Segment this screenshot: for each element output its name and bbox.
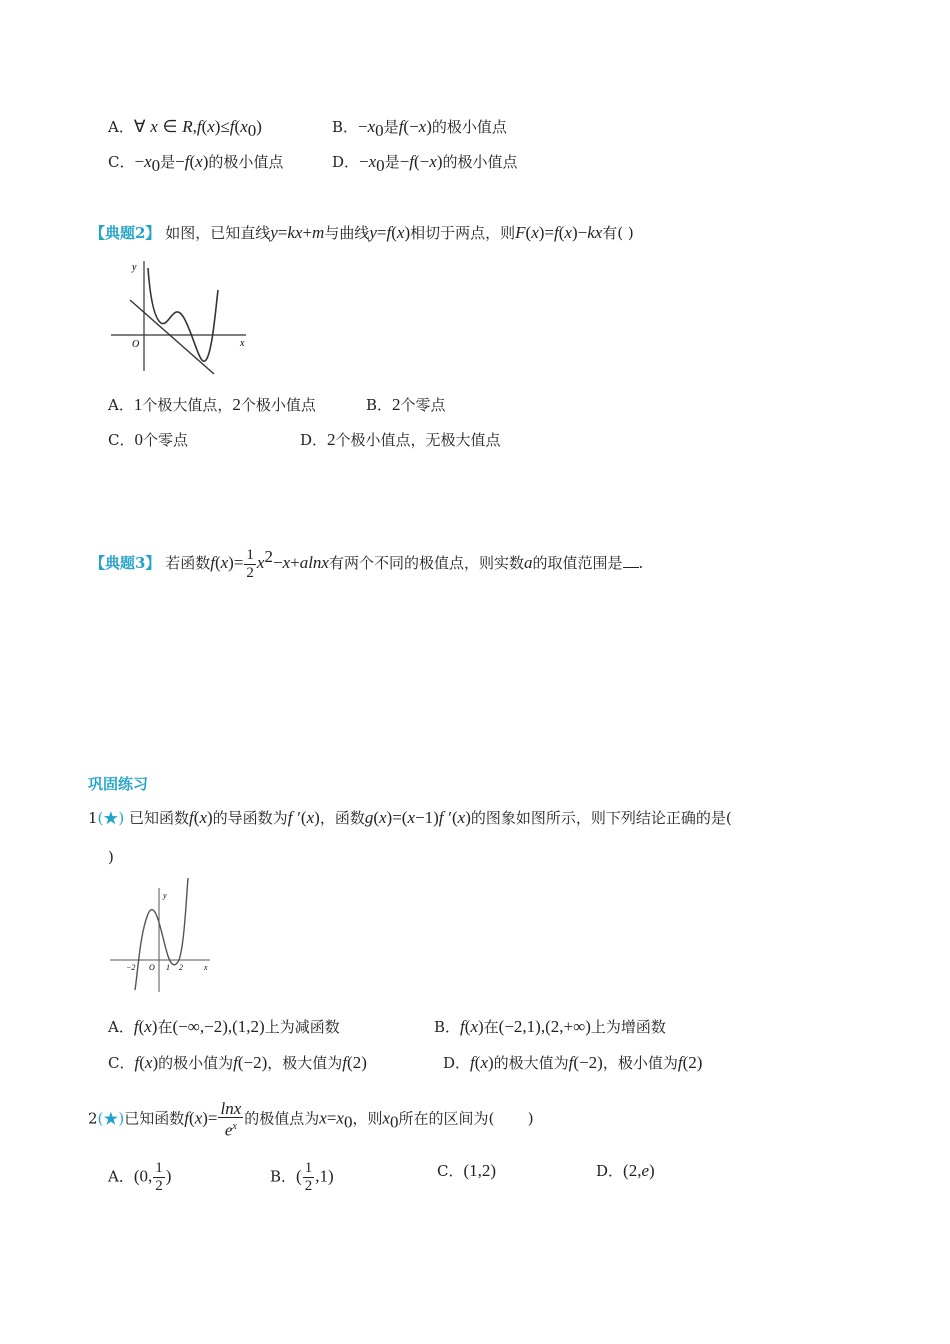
ex1-option-d: D．$-x_0$是−f(−x)的极小值点	[332, 152, 518, 175]
q2-option-c: C．(1,2)	[437, 1161, 497, 1180]
q1-tick-2: 2	[179, 963, 183, 972]
ex2-y-label: y	[132, 262, 137, 273]
q1-y-label: y	[163, 891, 167, 900]
q1-origin-label: O	[149, 963, 155, 972]
ex1-option-a: A．∀ x ∈ $R,f(x)\le f(x_0)$	[108, 117, 262, 140]
q2-option-d: D．(2,e)	[596, 1161, 655, 1180]
q1-tick-1: 1	[166, 963, 170, 972]
q2-option-b: B．( $\frac{1}{2}$ ,1)	[270, 1160, 334, 1194]
q1-stem: 1(★) 已知函数f(x)的导函数为f ′(x)，函数g(x)=(x−1)f ′(x)的图象如图所示，则下列结论正确的是(	[88, 808, 732, 827]
q1-option-a: A．f(x)在(−∞,−2),(1,2)上为减函数	[108, 1017, 340, 1036]
q1-graph	[106, 874, 216, 994]
q1-option-b: B．f(x)在(−2,1),(2,+∞)上为增函数	[434, 1017, 666, 1036]
practice-title: 巩固练习	[88, 775, 149, 793]
ex2-stem: 【典题2】 如图，已知直线y=kx+m与曲线y=f(x)相切于两点，则F(x)=f(x)−kx有( )	[90, 223, 634, 242]
ex2-option-c: C．0个零点	[108, 430, 188, 449]
ex2-option-b: B．2个零点	[366, 395, 446, 414]
ex2-tangent-line	[130, 300, 214, 374]
q1-option-d: D．f(x)的极大值为f(−2)，极小值为f(2)	[443, 1053, 703, 1072]
ex2-origin-label: O	[132, 339, 140, 350]
q1-tick-neg2: −2	[126, 963, 136, 972]
ex2-tag: 【典题2】	[90, 224, 161, 242]
ex3-tag: 【典题3】	[90, 554, 161, 572]
q1-stem-close: )	[108, 848, 114, 866]
q2-star: (★)	[97, 1109, 125, 1128]
q1-number: 1	[88, 809, 98, 827]
q1-curve	[135, 878, 188, 990]
ex2-option-a: A．1个极大值点，2个极小值点	[108, 395, 316, 414]
ex2-option-d: D．2个极小值点，无极大值点	[300, 430, 501, 449]
q2-number: 2	[88, 1109, 98, 1128]
ex3-stem: 【典题3】 若函数f(x)= $\frac{1}{2}$ $x^2-x+alnx$有两个不同的极值点，则实数a的取值范围是 .	[90, 546, 644, 581]
q2-option-a: A．(0, $\frac{1}{2}$ )	[108, 1160, 172, 1194]
q1-x-label: x	[204, 963, 208, 972]
q2-stem: 2(★)已知函数f(x)= $\frac{\ln x}{e^x}$ 的极值点为$x=x_0$，则$x_0$所在的区间为( )	[88, 1099, 534, 1140]
q1-star: (★)	[97, 809, 125, 827]
ex2-graph	[106, 256, 251, 376]
ex2-x-label: x	[240, 338, 245, 349]
ex1-option-b: B．$-x_0$是f(−x)的极小值点	[332, 117, 507, 140]
q1-option-c: C．f(x)的极小值为f(−2)，极大值为f(2)	[108, 1053, 367, 1072]
ex1-option-c: C．$-x_0$是−f(x)的极小值点	[108, 152, 284, 175]
